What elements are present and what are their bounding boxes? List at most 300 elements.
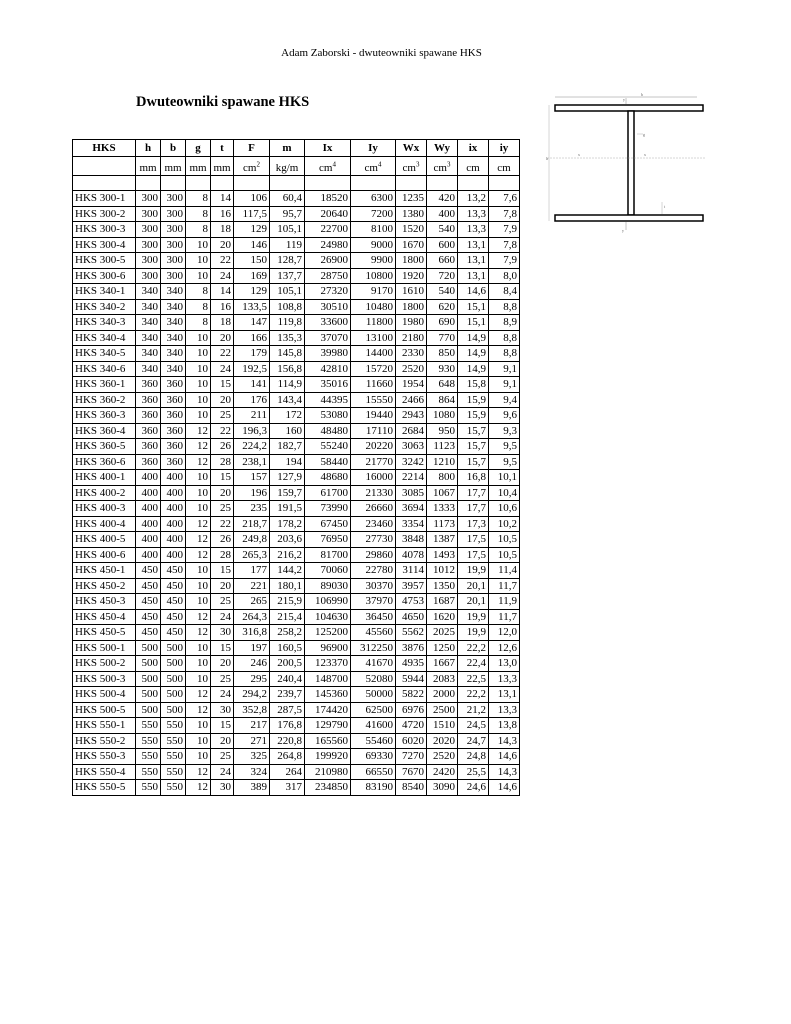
- profile-name-cell: HKS 400-5: [73, 532, 136, 548]
- value-cell-g: 10: [186, 268, 211, 284]
- value-cell-t: 20: [211, 578, 234, 594]
- value-cell-ix: 15,7: [458, 439, 489, 455]
- value-cell-ix: 24980: [305, 237, 351, 253]
- value-cell-ix: 81700: [305, 547, 351, 563]
- value-cell-g: 10: [186, 594, 211, 610]
- value-cell-ix: 123370: [305, 656, 351, 672]
- value-cell-ix: 48680: [305, 470, 351, 486]
- table-header-row: [73, 140, 520, 157]
- value-cell-ix: 15,1: [458, 299, 489, 315]
- value-cell-ix: 199920: [305, 749, 351, 765]
- value-cell-t: 15: [211, 563, 234, 579]
- value-cell-iy: 7,8: [489, 206, 520, 222]
- value-cell-wx: 2330: [396, 346, 427, 362]
- value-cell-h: 340: [136, 284, 161, 300]
- value-cell-wy: 600: [427, 237, 458, 253]
- value-cell-g: 10: [186, 330, 211, 346]
- value-cell-t: 25: [211, 671, 234, 687]
- spacer-cell: [270, 176, 305, 191]
- column-header-h: h: [136, 140, 161, 157]
- value-cell-t: 22: [211, 423, 234, 439]
- column-header-g: g: [186, 140, 211, 157]
- unit-cell: $cm^2$: [234, 157, 270, 176]
- value-cell-m: 191,5: [270, 501, 305, 517]
- value-cell-m: 258,2: [270, 625, 305, 641]
- value-cell-b: 500: [161, 640, 186, 656]
- value-cell-b: 300: [161, 191, 186, 207]
- profile-name-cell: HKS 450-5: [73, 625, 136, 641]
- unit-cell: [73, 157, 136, 176]
- profile-name-cell: HKS 360-5: [73, 439, 136, 455]
- value-cell-wx: 3242: [396, 454, 427, 470]
- value-cell-f: 106: [234, 191, 270, 207]
- table-row: [73, 206, 520, 222]
- value-cell-b: 400: [161, 516, 186, 532]
- label-t: t: [664, 204, 666, 209]
- column-header-iy: iy: [489, 140, 520, 157]
- value-cell-iy: 10,2: [489, 516, 520, 532]
- value-cell-f: 129: [234, 284, 270, 300]
- value-cell-f: 352,8: [234, 702, 270, 718]
- value-cell-iy: 36450: [351, 609, 396, 625]
- value-cell-m: 60,4: [270, 191, 305, 207]
- top-flange: [555, 105, 703, 111]
- value-cell-t: 25: [211, 749, 234, 765]
- profile-name-cell: HKS 400-3: [73, 501, 136, 517]
- value-cell-iy: 13,3: [489, 671, 520, 687]
- value-cell-iy: 26660: [351, 501, 396, 517]
- value-cell-iy: 29860: [351, 547, 396, 563]
- value-cell-t: 20: [211, 733, 234, 749]
- value-cell-f: 177: [234, 563, 270, 579]
- value-cell-t: 16: [211, 206, 234, 222]
- table-row: [73, 516, 520, 532]
- table-row: [73, 392, 520, 408]
- value-cell-wx: 3085: [396, 485, 427, 501]
- value-cell-iy: 10800: [351, 268, 396, 284]
- value-cell-m: 127,9: [270, 470, 305, 486]
- value-cell-h: 500: [136, 687, 161, 703]
- value-cell-wx: 2943: [396, 408, 427, 424]
- value-cell-iy: 17110: [351, 423, 396, 439]
- value-cell-g: 12: [186, 609, 211, 625]
- value-cell-f: 196,3: [234, 423, 270, 439]
- value-cell-m: 137,7: [270, 268, 305, 284]
- value-cell-g: 10: [186, 563, 211, 579]
- profile-name-cell: HKS 500-4: [73, 687, 136, 703]
- value-cell-wx: 3957: [396, 578, 427, 594]
- profile-name-cell: HKS 360-2: [73, 392, 136, 408]
- value-cell-ix: 35016: [305, 377, 351, 393]
- value-cell-iy: 8100: [351, 222, 396, 238]
- table-row: [73, 377, 520, 393]
- value-cell-f: 389: [234, 780, 270, 796]
- table-row: [73, 454, 520, 470]
- value-cell-b: 300: [161, 222, 186, 238]
- value-cell-h: 550: [136, 780, 161, 796]
- column-header-t: t: [211, 140, 234, 157]
- value-cell-h: 500: [136, 702, 161, 718]
- value-cell-iy: 11800: [351, 315, 396, 331]
- page-title: Dwuteowniki spawane HKS: [136, 94, 310, 110]
- value-cell-iy: 30370: [351, 578, 396, 594]
- unit-cell: cm: [489, 157, 520, 176]
- value-cell-wx: 4720: [396, 718, 427, 734]
- value-cell-wy: 1123: [427, 439, 458, 455]
- value-cell-m: 194: [270, 454, 305, 470]
- value-cell-b: 300: [161, 268, 186, 284]
- value-cell-g: 10: [186, 671, 211, 687]
- value-cell-wx: 1235: [396, 191, 427, 207]
- table-row: [73, 671, 520, 687]
- value-cell-b: 450: [161, 609, 186, 625]
- value-cell-iy: 10,5: [489, 547, 520, 563]
- value-cell-h: 300: [136, 237, 161, 253]
- label-g: g: [643, 132, 645, 137]
- value-cell-ix: 89030: [305, 578, 351, 594]
- spacer-cell: [489, 176, 520, 191]
- value-cell-iy: 41670: [351, 656, 396, 672]
- value-cell-iy: 15550: [351, 392, 396, 408]
- value-cell-f: 221: [234, 578, 270, 594]
- profile-name-cell: HKS 550-2: [73, 733, 136, 749]
- table-units-row: [73, 157, 520, 176]
- value-cell-ix: 22,2: [458, 640, 489, 656]
- value-cell-h: 450: [136, 625, 161, 641]
- value-cell-h: 300: [136, 191, 161, 207]
- value-cell-b: 340: [161, 346, 186, 362]
- value-cell-ix: 27320: [305, 284, 351, 300]
- table-row: [73, 439, 520, 455]
- label-x-right: x: [644, 152, 646, 157]
- spacer-cell: [305, 176, 351, 191]
- column-header-hks: HKS: [73, 140, 136, 157]
- bottom-flange: [555, 215, 703, 221]
- value-cell-b: 400: [161, 470, 186, 486]
- value-cell-iy: 15720: [351, 361, 396, 377]
- value-cell-f: 325: [234, 749, 270, 765]
- value-cell-ix: 17,5: [458, 532, 489, 548]
- value-cell-ix: 13,3: [458, 206, 489, 222]
- profile-name-cell: HKS 340-1: [73, 284, 136, 300]
- value-cell-iy: 23460: [351, 516, 396, 532]
- value-cell-g: 12: [186, 764, 211, 780]
- unit-cell: cm: [458, 157, 489, 176]
- value-cell-wy: 1620: [427, 609, 458, 625]
- value-cell-iy: 62500: [351, 702, 396, 718]
- value-cell-g: 12: [186, 625, 211, 641]
- value-cell-wx: 4650: [396, 609, 427, 625]
- value-cell-g: 10: [186, 361, 211, 377]
- value-cell-wy: 420: [427, 191, 458, 207]
- value-cell-g: 10: [186, 346, 211, 362]
- value-cell-f: 246: [234, 656, 270, 672]
- value-cell-wx: 4935: [396, 656, 427, 672]
- table-row: [73, 749, 520, 765]
- value-cell-iy: 21770: [351, 454, 396, 470]
- unit-cell: mm: [186, 157, 211, 176]
- value-cell-iy: 14,6: [489, 749, 520, 765]
- value-cell-g: 10: [186, 718, 211, 734]
- value-cell-f: 157: [234, 470, 270, 486]
- value-cell-t: 25: [211, 501, 234, 517]
- value-cell-t: 26: [211, 532, 234, 548]
- value-cell-iy: 9,6: [489, 408, 520, 424]
- value-cell-t: 28: [211, 454, 234, 470]
- value-cell-h: 400: [136, 516, 161, 532]
- value-cell-t: 14: [211, 284, 234, 300]
- value-cell-iy: 9170: [351, 284, 396, 300]
- value-cell-b: 360: [161, 423, 186, 439]
- value-cell-iy: 52080: [351, 671, 396, 687]
- value-cell-ix: 19,9: [458, 609, 489, 625]
- value-cell-wy: 770: [427, 330, 458, 346]
- header-text: Adam Zaborski - dwuteowniki spawane HKS: [281, 47, 482, 59]
- value-cell-ix: 13,1: [458, 253, 489, 269]
- value-cell-iy: 19440: [351, 408, 396, 424]
- value-cell-b: 360: [161, 439, 186, 455]
- value-cell-iy: 10,4: [489, 485, 520, 501]
- table-row: [73, 284, 520, 300]
- value-cell-h: 400: [136, 501, 161, 517]
- value-cell-ix: 14,6: [458, 284, 489, 300]
- spacer-cell: [396, 176, 427, 191]
- value-cell-ix: 13,1: [458, 237, 489, 253]
- value-cell-m: 264: [270, 764, 305, 780]
- value-cell-ix: 17,7: [458, 501, 489, 517]
- value-cell-g: 12: [186, 516, 211, 532]
- profile-name-cell: HKS 340-2: [73, 299, 136, 315]
- value-cell-ix: 15,7: [458, 454, 489, 470]
- value-cell-iy: 7,8: [489, 237, 520, 253]
- value-cell-t: 24: [211, 764, 234, 780]
- value-cell-iy: 14400: [351, 346, 396, 362]
- value-cell-wx: 5822: [396, 687, 427, 703]
- value-cell-iy: 7200: [351, 206, 396, 222]
- value-cell-g: 8: [186, 299, 211, 315]
- value-cell-t: 22: [211, 346, 234, 362]
- table-row: [73, 501, 520, 517]
- value-cell-g: 10: [186, 485, 211, 501]
- profile-name-cell: HKS 450-1: [73, 563, 136, 579]
- value-cell-wx: 1380: [396, 206, 427, 222]
- value-cell-h: 360: [136, 423, 161, 439]
- value-cell-g: 8: [186, 284, 211, 300]
- table-row: [73, 222, 520, 238]
- value-cell-m: 119,8: [270, 315, 305, 331]
- value-cell-ix: 20640: [305, 206, 351, 222]
- value-cell-ix: 76950: [305, 532, 351, 548]
- value-cell-g: 10: [186, 253, 211, 269]
- value-cell-ix: 165560: [305, 733, 351, 749]
- value-cell-m: 216,2: [270, 547, 305, 563]
- value-cell-g: 10: [186, 733, 211, 749]
- value-cell-ix: 55240: [305, 439, 351, 455]
- value-cell-iy: 9900: [351, 253, 396, 269]
- value-cell-b: 300: [161, 253, 186, 269]
- value-cell-ix: 13,2: [458, 191, 489, 207]
- value-cell-t: 20: [211, 392, 234, 408]
- value-cell-wx: 3694: [396, 501, 427, 517]
- value-cell-wy: 3090: [427, 780, 458, 796]
- value-cell-f: 150: [234, 253, 270, 269]
- value-cell-f: 265: [234, 594, 270, 610]
- value-cell-b: 300: [161, 206, 186, 222]
- value-cell-f: 249,8: [234, 532, 270, 548]
- value-cell-ix: 145360: [305, 687, 351, 703]
- value-cell-h: 400: [136, 532, 161, 548]
- value-cell-ix: 22,2: [458, 687, 489, 703]
- web: [628, 111, 634, 215]
- value-cell-f: 196: [234, 485, 270, 501]
- value-cell-ix: 234850: [305, 780, 351, 796]
- value-cell-wy: 1210: [427, 454, 458, 470]
- value-cell-g: 12: [186, 454, 211, 470]
- column-header-wy: Wy: [427, 140, 458, 157]
- value-cell-b: 550: [161, 764, 186, 780]
- value-cell-ix: 20,1: [458, 578, 489, 594]
- profile-name-cell: HKS 450-2: [73, 578, 136, 594]
- value-cell-iy: 10,6: [489, 501, 520, 517]
- profile-name-cell: HKS 450-4: [73, 609, 136, 625]
- value-cell-g: 12: [186, 687, 211, 703]
- value-cell-wx: 5562: [396, 625, 427, 641]
- profile-name-cell: HKS 340-5: [73, 346, 136, 362]
- label-b: b: [641, 92, 643, 97]
- value-cell-iy: 27730: [351, 532, 396, 548]
- value-cell-wy: 540: [427, 284, 458, 300]
- profile-name-cell: HKS 400-4: [73, 516, 136, 532]
- table-row: [73, 361, 520, 377]
- value-cell-h: 550: [136, 718, 161, 734]
- value-cell-iy: 8,4: [489, 284, 520, 300]
- table-row: [73, 578, 520, 594]
- value-cell-iy: 10,5: [489, 532, 520, 548]
- value-cell-m: 176,8: [270, 718, 305, 734]
- value-cell-wy: 2083: [427, 671, 458, 687]
- value-cell-ix: 15,9: [458, 392, 489, 408]
- value-cell-f: 133,5: [234, 299, 270, 315]
- value-cell-b: 340: [161, 330, 186, 346]
- value-cell-iy: 9,1: [489, 361, 520, 377]
- value-cell-m: 240,4: [270, 671, 305, 687]
- value-cell-wx: 5944: [396, 671, 427, 687]
- value-cell-b: 400: [161, 501, 186, 517]
- table-row: [73, 640, 520, 656]
- value-cell-wx: 1980: [396, 315, 427, 331]
- value-cell-wx: 8540: [396, 780, 427, 796]
- value-cell-m: 178,2: [270, 516, 305, 532]
- value-cell-ix: 22,5: [458, 671, 489, 687]
- value-cell-ix: 14,9: [458, 330, 489, 346]
- value-cell-iy: 11,4: [489, 563, 520, 579]
- value-cell-m: 203,6: [270, 532, 305, 548]
- profile-name-cell: HKS 500-5: [73, 702, 136, 718]
- page-header: [0, 47, 791, 59]
- value-cell-ix: 67450: [305, 516, 351, 532]
- value-cell-ix: 24,6: [458, 780, 489, 796]
- value-cell-wx: 1800: [396, 299, 427, 315]
- value-cell-ix: 20,1: [458, 594, 489, 610]
- value-cell-ix: 48480: [305, 423, 351, 439]
- value-cell-g: 10: [186, 501, 211, 517]
- profile-name-cell: HKS 340-6: [73, 361, 136, 377]
- value-cell-wx: 2520: [396, 361, 427, 377]
- value-cell-m: 200,5: [270, 656, 305, 672]
- value-cell-g: 8: [186, 206, 211, 222]
- value-cell-ix: 53080: [305, 408, 351, 424]
- value-cell-f: 224,2: [234, 439, 270, 455]
- value-cell-iy: 8,8: [489, 330, 520, 346]
- value-cell-b: 500: [161, 687, 186, 703]
- value-cell-iy: 50000: [351, 687, 396, 703]
- value-cell-ix: 106990: [305, 594, 351, 610]
- value-cell-ix: 19,9: [458, 625, 489, 641]
- value-cell-f: 176: [234, 392, 270, 408]
- value-cell-wy: 690: [427, 315, 458, 331]
- value-cell-wx: 1954: [396, 377, 427, 393]
- value-cell-iy: 16000: [351, 470, 396, 486]
- value-cell-b: 360: [161, 454, 186, 470]
- value-cell-g: 10: [186, 392, 211, 408]
- value-cell-b: 340: [161, 299, 186, 315]
- value-cell-wy: 1493: [427, 547, 458, 563]
- value-cell-ix: 22700: [305, 222, 351, 238]
- value-cell-g: 8: [186, 191, 211, 207]
- label-h: h: [546, 156, 548, 161]
- value-cell-wy: 620: [427, 299, 458, 315]
- value-cell-t: 18: [211, 222, 234, 238]
- value-cell-b: 360: [161, 392, 186, 408]
- unit-cell: mm: [161, 157, 186, 176]
- profile-name-cell: HKS 300-3: [73, 222, 136, 238]
- unit-cell: mm: [136, 157, 161, 176]
- value-cell-iy: 8,8: [489, 299, 520, 315]
- value-cell-ix: 13,1: [458, 268, 489, 284]
- value-cell-m: 128,7: [270, 253, 305, 269]
- value-cell-g: 10: [186, 237, 211, 253]
- spacer-cell: [427, 176, 458, 191]
- profile-name-cell: HKS 300-2: [73, 206, 136, 222]
- value-cell-wy: 1080: [427, 408, 458, 424]
- value-cell-f: 211: [234, 408, 270, 424]
- value-cell-g: 10: [186, 408, 211, 424]
- value-cell-iy: 13,3: [489, 702, 520, 718]
- value-cell-h: 450: [136, 563, 161, 579]
- unit-cell: mm: [211, 157, 234, 176]
- value-cell-ix: 18520: [305, 191, 351, 207]
- value-cell-m: 239,7: [270, 687, 305, 703]
- table-row: [73, 764, 520, 780]
- value-cell-wy: 720: [427, 268, 458, 284]
- value-cell-ix: 13,3: [458, 222, 489, 238]
- profile-name-cell: HKS 400-6: [73, 547, 136, 563]
- value-cell-ix: 30510: [305, 299, 351, 315]
- value-cell-wx: 6976: [396, 702, 427, 718]
- value-cell-m: 160: [270, 423, 305, 439]
- value-cell-ix: 22,4: [458, 656, 489, 672]
- value-cell-iy: 9000: [351, 237, 396, 253]
- value-cell-f: 117,5: [234, 206, 270, 222]
- value-cell-m: 159,7: [270, 485, 305, 501]
- value-cell-h: 360: [136, 392, 161, 408]
- value-cell-h: 360: [136, 454, 161, 470]
- value-cell-f: 169: [234, 268, 270, 284]
- value-cell-h: 340: [136, 315, 161, 331]
- spacer-cell: [351, 176, 396, 191]
- value-cell-ix: 33600: [305, 315, 351, 331]
- value-cell-t: 24: [211, 609, 234, 625]
